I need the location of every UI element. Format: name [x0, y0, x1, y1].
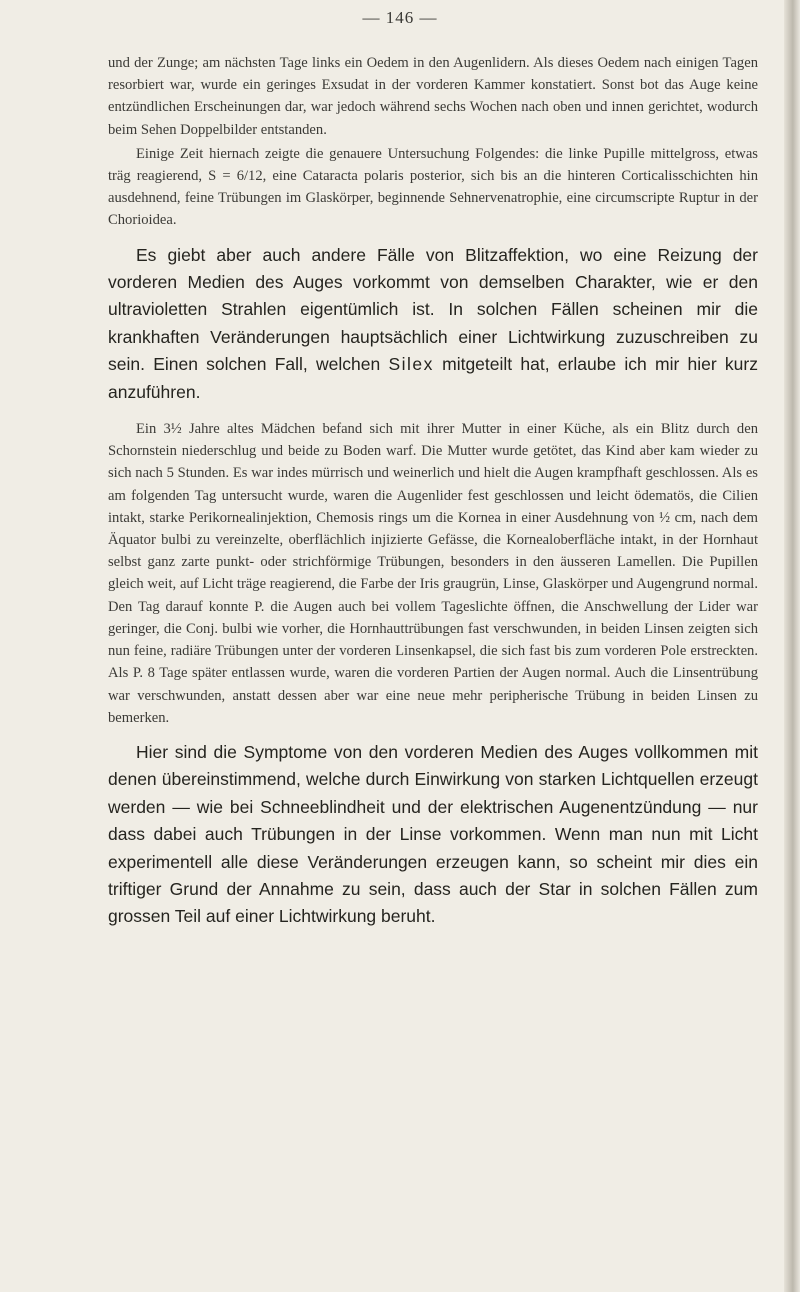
paragraph-2: Einige Zeit hiernach zeigte die genauere Untersuchung Folgendes: die linke Pupille mittelgross, etwas träg reagierend, S = 6/12, eine Cataracta polaris posterior, sich bis an die hinteren Corticalisschichten hin ausdehnend, feine Trübungen im Glaskörper, beginnende Sehnervenatrophie, eine circumscripte Ruptur in der Chorioidea. — [108, 145, 758, 229]
paragraph-4-case-report: Ein 3½ Jahre altes Mädchen befand sich mit ihrer Mutter in einer Küche, als ein Blitz durch den Schornstein niederschlug und beide zu Boden warf. Die Mutter wurde getötet, das Kind aber kam wieder zu sich nach 5 Stunden. Es war indes mürrisch und weinerlich und hielt die Augen krampfhaft geschlossen. Als es am folgenden Tag untersucht wurde, waren die Augenlider fest geschlossen und leicht ödematös, die Cilien intakt, starke Perikornealinjektion, Chemosis rings um die Kornea in einer Ausdehnung von ½ cm, nach dem Äquator bulbi zu vereinzelte, oberflächlich injizierte Gefässe, die Kornealoberfläche intakt, in der Hornhaut selbst ganz zarte punkt- oder strichförmige Trübungen, besonders in den äusseren Lamellen. Die Pupillen gleich weit, auf Licht träge reagierend, die Farbe der Iris graugrün, Linse, Glaskörper und Augengrund normal. Den Tag darauf konnte P. die Augen auch bei vollem Tageslichte öffnen, die Anschwellung der Lider war geringer, die Conj. bulbi wie vorher, die Hornhauttrübungen fast verschwunden, in beiden Linsen zeigten sich nun feine, radiäre Trübungen unter der vorderen Linsenkapsel, die sich fast bis zum vorderen Pole erstreckten. Als P. 8 Tage später entlassen wurde, waren die vorderen Partien der Augen normal. Auch die Linsentrübung war verschwunden, anstatt dessen aber war eine neue mehr peripherische Trübung in beiden Linsen zu bemerken. — [108, 421, 758, 726]
paragraph-3 — [108, 242, 758, 406]
paragraph-3-text-start: Es giebt aber auch andere Fälle von Blitzaffektion, wo eine Reizung der vorderen Medien des Auges vorkommt von demselben Charakter, wie er den ultravioletten Strahlen eigentümlich ist. In solchen Fällen scheinen mir die krankhaften Veränderungen hauptsächlich einer Lichtwirkung zuzuschreiben zu sein. Einen solchen Fall, welchen — [108, 244, 758, 375]
author-name-silex: Silex — [388, 354, 434, 375]
page-edge-shadow — [784, 0, 800, 1292]
paragraph-5-conclusion: Hier sind die Symptome von den vorderen Medien des Auges vollkommen mit denen übereinstimmend, welche durch Einwirkung von starken Lichtquellen erzeugt werden — wie bei Schneeblindheit und der elektrischen Augenentzündung — nur dass dabei auch Trübungen in der Linse vorkommen. Wenn man nun mit Licht experimentell alle diese Veränderungen erzeugen kann, so scheint mir dies ein triftiger Grund der Annahme zu sein, dass auch der Star in solchen Fällen zum grossen Teil auf einer Lichtwirkung beruht. — [108, 741, 758, 927]
paragraph-1: und der Zunge; am nächsten Tage links ein Oedem in den Augenlidern. Als dieses Oedem nach einigen Tagen resorbiert war, wurde ein geringes Exsudat in der vorderen Kammer konstatiert. Sonst bot das Auge keine entzündlichen Erscheinungen dar, war jedoch während sechs Wochen nach oben und innen gerichtet, wodurch beim Sehen Doppelbilder entstanden. — [108, 55, 758, 138]
page-body — [108, 52, 758, 931]
paragraph-3-text-end: mitgeteilt hat, erlaube ich mir hier kurz anzuführen. — [108, 354, 758, 402]
page-number: — 146 — — [362, 8, 438, 27]
